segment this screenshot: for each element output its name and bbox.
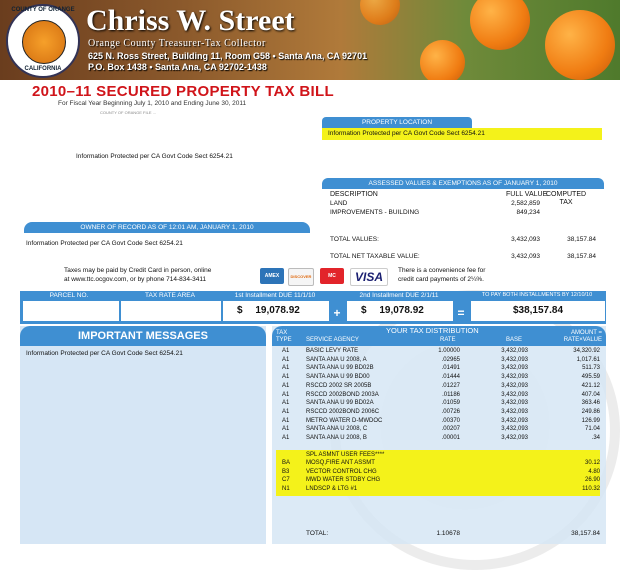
distribution-row-amount: 421.12 (581, 382, 600, 389)
distribution-row-type: A1 (282, 400, 290, 407)
fee-row-amount: 4.80 (588, 468, 600, 475)
messages-panel (20, 326, 266, 544)
distribution-row-type: A1 (282, 417, 290, 424)
important-messages-text: Information Protected per CA Govt Code Sect 6254.21 (26, 350, 183, 357)
fee-row-amount: 30.12 (584, 460, 600, 466)
fee-row-agency: LNDSCP & LTG #1 (306, 486, 358, 493)
distribution-row-rate: .01059 (441, 400, 460, 407)
seal-orange-icon (22, 20, 66, 64)
fiscal-year-text: For Fiscal Year Beginning July 1, 2010 and Ending June 30, 2011 (58, 100, 247, 107)
distribution-row-amount: 1,017.61 (576, 356, 600, 363)
distribution-row-base: 3,432,093 (501, 391, 528, 398)
tiny-file-line: COUNTY OF ORANGE FILE ... (100, 110, 156, 115)
distribution-row-rate: .00370 (441, 417, 460, 424)
fee-row-type: N1 (282, 486, 290, 493)
orange-decoration (470, 0, 530, 50)
header-tax-label: TAX (276, 330, 288, 336)
distribution-row-rate: .01186 (442, 391, 460, 398)
distribution-row-base: 3,432,093 (501, 374, 528, 381)
distribution-label: YOUR TAX DISTRIBUTION (386, 326, 479, 335)
treasurer-subtitle: Orange County Treasurer-Tax Collector (88, 38, 266, 49)
distribution-row-type: A1 (282, 356, 290, 363)
bill-title: 2010–11 SECURED PROPERTY TAX BILL (32, 83, 334, 100)
property-location-label: PROPERTY LOCATION (322, 117, 472, 128)
fee-row-agency: MOSQ,FIRE ANT ASSMT (306, 460, 375, 466)
distribution-row-amount: 407.04 (581, 391, 600, 398)
distribution-row-agency: RSCCD 2002BOND 2006C (306, 408, 380, 415)
orange-decoration (545, 10, 615, 80)
parcel-no-value (22, 300, 120, 322)
header-type-label: TYPE (276, 337, 292, 343)
fees-label: SPL ASMNT USER FEES**** (306, 452, 385, 458)
fee-row-type: B3 (282, 468, 290, 475)
distribution-row-amount: .34 (591, 435, 600, 441)
distribution-row-amount: 249.86 (581, 408, 600, 415)
total-values-tax: 38,157.84 (567, 236, 596, 243)
distribution-row-type: A1 (282, 426, 290, 433)
tax-rate-area-label: TAX RATE AREA (145, 292, 195, 299)
property-location-value: Information Protected per CA Govt Code Sect 6254.21 (322, 128, 602, 140)
convenience-fee-note-1: There is a convenience fee for (398, 267, 486, 274)
installment-2-box (346, 300, 454, 322)
installment-2-dollar: $ (361, 305, 367, 316)
total-label: TOTAL: (306, 530, 329, 537)
distribution-row-base: 3,432,093 (501, 365, 528, 372)
total-rate: 1.10678 (436, 530, 460, 537)
installment-1-dollar: $ (237, 305, 243, 316)
amex-card-icon: AMEX (260, 268, 284, 284)
distribution-row-type: A1 (282, 365, 290, 372)
distribution-row-base: 3,432,093 (501, 348, 528, 354)
owner-of-record-label: OWNER OF RECORD AS OF 12:01 AM, JANUARY 1, 2010 (24, 222, 310, 233)
equals-sign: = (457, 306, 465, 320)
treasurer-name: Chriss W. Street (86, 4, 295, 37)
distribution-row-amount: 511.73 (582, 365, 600, 372)
distribution-row-amount: 363.46 (581, 400, 600, 407)
distribution-row-agency: METRO WATER D-MWDOC (306, 417, 383, 424)
header-tax-type (276, 330, 292, 344)
distribution-row-amount: 71.04 (584, 426, 600, 433)
distribution-row-base: 3,432,093 (501, 408, 528, 415)
fee-row-type: BA (282, 460, 291, 466)
fee-row-agency: VECTOR CONTROL CHG (306, 468, 377, 475)
address-line-2: P.O. Box 1438 • Santa Ana, CA 92702-1438 (88, 62, 267, 72)
fee-row-amount: 110.32 (582, 486, 600, 493)
distribution-row-base: 3,432,093 (501, 426, 528, 433)
total-due-amount: $38,157.84 (470, 300, 606, 322)
assessed-land-label: LAND (330, 200, 348, 207)
tax-rate-area-value (120, 300, 222, 322)
orange-decoration (360, 0, 400, 25)
distribution-row-rate: .00726 (441, 408, 460, 415)
distribution-row-agency: SANTA ANA U 99 BD02B (306, 365, 374, 372)
distribution-row-rate: .01444 (441, 374, 460, 381)
header-rate: RATE (440, 337, 456, 343)
distribution-row-agency: RSCCD 2002 SR 2005B (306, 382, 372, 389)
plus-sign: + (333, 306, 341, 320)
distribution-row-agency: SANTA ANA U 99 BD02A (306, 400, 374, 407)
distribution-row-agency: RSCCD 2002BOND 2003A (306, 391, 379, 398)
total-amount: 38,157.84 (571, 530, 600, 537)
distribution-row-base: 3,432,093 (501, 400, 528, 407)
distribution-row-rate: 1.00000 (438, 348, 460, 354)
distribution-row-base: 3,432,093 (501, 417, 528, 424)
fee-row-amount: 26.90 (584, 477, 600, 484)
important-messages-label: IMPORTANT MESSAGES (20, 326, 266, 346)
installment-1-label: 1st Installment DUE 11/1/10 (234, 292, 316, 299)
distribution-row-type: A1 (282, 391, 290, 398)
distribution-row-agency: SANTA ANA U 2008, B (306, 435, 367, 441)
distribution-row-type: A1 (282, 408, 290, 415)
assessed-improvements-label: IMPROVEMENTS - BUILDING (330, 209, 420, 216)
installment-2-amount: 19,078.92 (379, 305, 424, 316)
orange-decoration (420, 40, 465, 80)
distribution-row-rate: .01491 (441, 365, 460, 372)
assessed-header-description: DESCRIPTION (330, 191, 378, 198)
distribution-row-agency: SANTA ANA U 99 BD00 (306, 374, 370, 381)
total-values-full: 3,432,093 (511, 236, 540, 243)
county-seal-logo (6, 4, 80, 78)
distribution-row-amount: 495.59 (581, 374, 600, 381)
installment-1-amount: 19,078.92 (255, 305, 300, 316)
distribution-row-base: 3,432,093 (501, 435, 528, 441)
assessed-values-label: ASSESSED VALUES & EXEMPTIONS AS OF JANUARY 1, 2010 (322, 178, 604, 189)
distribution-row-amount: 34,320.92 (573, 348, 600, 354)
credit-card-note-1: Taxes may be paid by Credit Card in person, online (64, 267, 212, 274)
fee-row-type: C7 (282, 477, 290, 484)
assessed-improvements-value: 849,234 (516, 209, 540, 216)
distribution-row-type: A1 (282, 382, 290, 389)
header-amount (554, 330, 602, 344)
distribution-row-base: 3,432,093 (501, 382, 528, 389)
distribution-row-type: A1 (282, 348, 290, 354)
distribution-row-type: A1 (282, 435, 290, 441)
discover-card-icon: DISCOVER (288, 268, 314, 286)
visa-card-icon: VISA (350, 268, 388, 286)
net-taxable-label: TOTAL NET TAXABLE VALUE: (330, 253, 420, 260)
distribution-row-agency: SANTA ANA U 2008, C (306, 426, 368, 433)
mastercard-icon: MC (320, 268, 344, 284)
owner-of-record-value: Information Protected per CA Govt Code Sect 6254.21 (26, 240, 183, 247)
distribution-row-type: A1 (282, 374, 290, 381)
distribution-row-rate: .00001 (441, 435, 460, 441)
total-values-label: TOTAL VALUES: (330, 236, 379, 243)
distribution-row-agency: BASIC LEVY RATE (306, 348, 359, 354)
header-base: BASE (506, 337, 523, 343)
address-line-1: 625 N. Ross Street, Building 11, Room G58 • Santa Ana, CA 92701 (88, 51, 368, 61)
convenience-fee-note-2: credit card payments of 2¼%. (398, 276, 484, 283)
seal-top-text: COUNTY OF ORANGE (11, 7, 75, 13)
installment-1-box (222, 300, 330, 322)
seal-bottom-text: CALIFORNIA (24, 66, 62, 72)
mailing-address-protected: Information Protected per CA Govt Code Sect 6254.21 (76, 153, 233, 160)
assessed-header-full-value: FULL VALUE (506, 191, 548, 198)
assessed-header-computed-tax: COMPUTED TAX (546, 191, 587, 206)
header-rate-value-label: RATE×VALUE (563, 337, 602, 343)
assessed-land-value: 2,582,859 (511, 200, 540, 207)
distribution-row-amount: 126.99 (581, 417, 600, 424)
distribution-row-agency: SANTA ANA U 2008, A (306, 356, 367, 363)
header-amount-label: AMOUNT = (570, 330, 602, 336)
installment-2-label: 2nd Installment DUE 2/1/11 (359, 292, 439, 299)
parcel-no-label: PARCEL NO. (49, 292, 89, 299)
distribution-row-rate: .02965 (441, 356, 460, 363)
credit-card-note-2: at www.ttc.ocgov.com, or by phone 714-834-3411 (64, 276, 207, 283)
fee-row-agency: MWD WATER STDBY CHG (306, 477, 381, 484)
header-service-agency: SERVICE AGENCY (306, 337, 359, 343)
distribution-row-rate: .01227 (441, 382, 460, 389)
pay-both-label: TO PAY BOTH INSTALLMENTS BY 12/10/10 (481, 292, 593, 298)
distribution-row-rate: .00207 (441, 426, 460, 433)
net-taxable-tax: 38,157.84 (567, 253, 596, 260)
net-taxable-full: 3,432,093 (511, 253, 540, 260)
distribution-row-base: 3,432,093 (501, 356, 528, 363)
